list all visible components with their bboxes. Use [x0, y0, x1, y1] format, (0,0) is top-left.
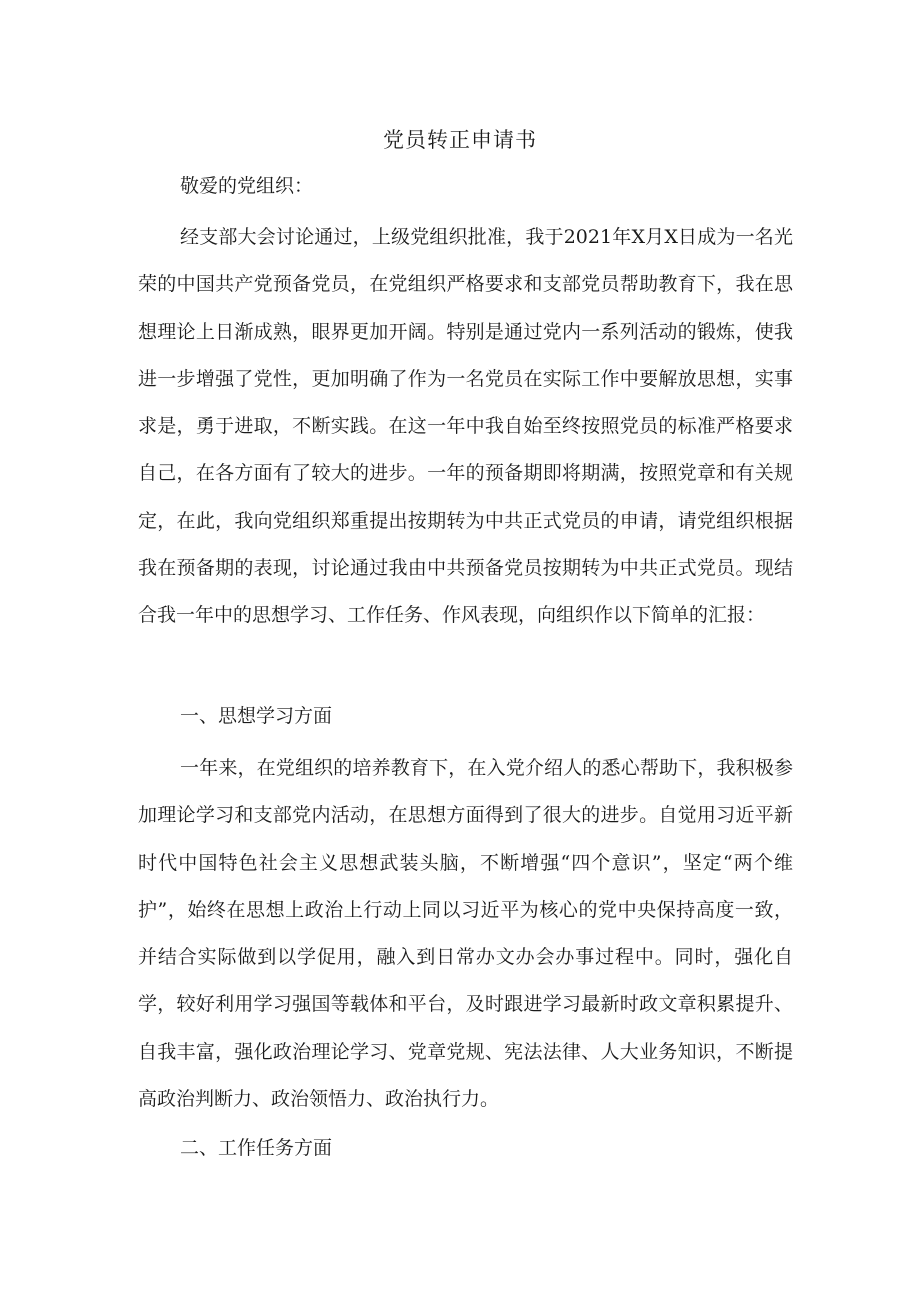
section-heading-thought-study: 一、思想学习方面	[180, 705, 333, 727]
salutation: 敬爱的党组织：	[180, 175, 314, 197]
paragraph-intro: 经支部大会讨论通过，上级党组织批准，我于2021年X月X日成为一名光荣的中国共产党预备党员，在党组织严格要求和支部党员帮助教育下，我在思想理论上日渐成熟，眼界更加开阔。特别是通过党内一系列活动的锻炼，使我进一步增强了党性，更加明确了作为一名党员在实际工作中要解放思想，实事求是，勇于进取，不断实践。在这一年中我自始至终按照党员的标准严格要求自己，在各方面有了较大的进步。一年的预备期即将期满，按照党章和有关规定，在此，我向党组织郑重提出按期转为中共正式党员的申请，请党组织根据我在预备期的表现，讨论通过我由中共预备党员按期转为中共正式党员。现结合我一年中的思想学习、工作任务、作风表现，向组织作以下简单的汇报：	[138, 226, 793, 627]
document-title: 党员转正申请书	[383, 128, 537, 152]
section-heading-work-tasks: 二、工作任务方面	[180, 1137, 333, 1159]
paragraph-thought-study: 一年来，在党组织的培养教育下，在入党介绍人的悉心帮助下，我积极参加理论学习和支部党内活动，在思想方面得到了很大的进步。自觉用习近平新时代中国特色社会主义思想武装头脑，不断增强“四个意识”，坚定“两个维护”，始终在思想上政治上行动上同以习近平为核心的党中央保持高度一致，并结合实际做到以学促用，融入到日常办文办会办事过程中。同时，强化自学，较好利用学习强国等载体和平台，及时跟进学习最新时政文章积累提升、自我丰富，强化政治理论学习、党章党规、宪法法律、人大业务知识，不断提高政治判断力、政治领悟力、政治执行力。	[138, 757, 793, 1111]
